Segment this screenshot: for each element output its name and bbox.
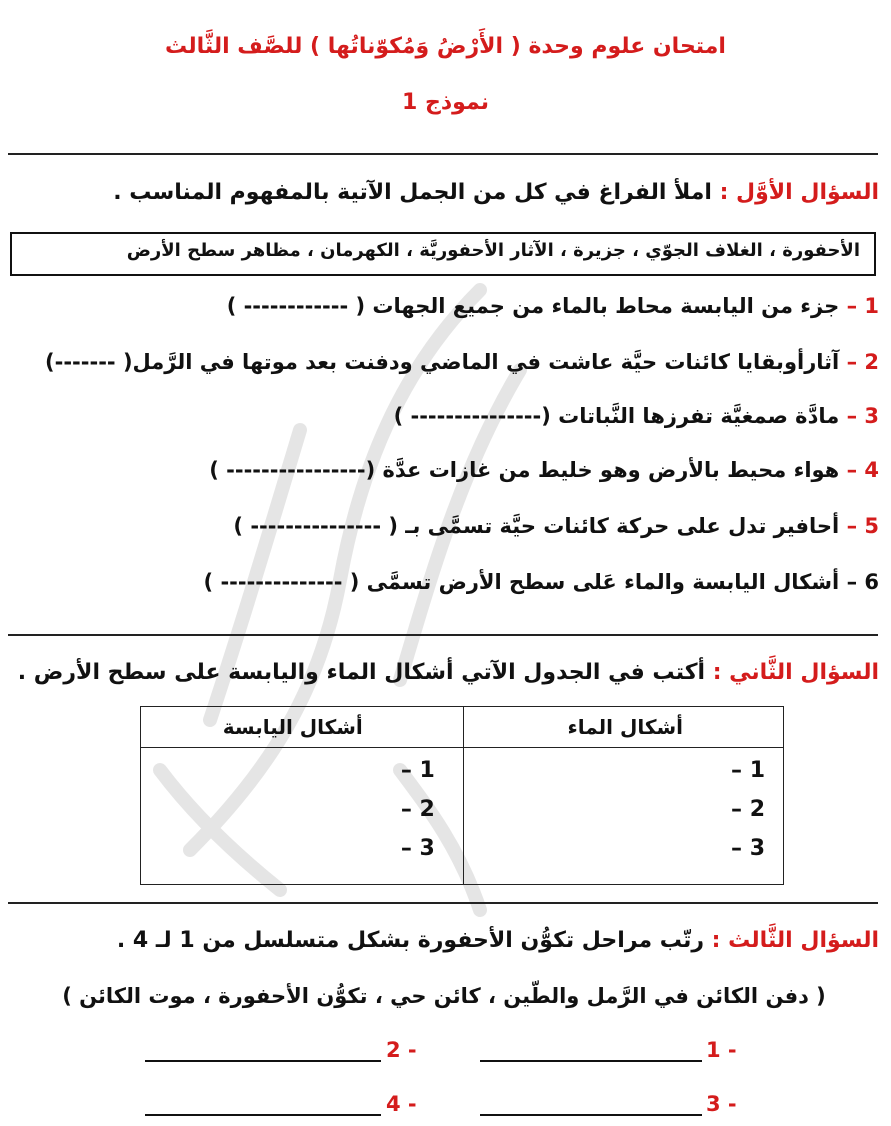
q1-item — [9, 458, 879, 482]
divider — [8, 634, 878, 636]
q3-options: ( دفن الكائن في الرَّمل والطّين ، كائن حي ، تكوُّن الأحفورة ، موت الكائن ) — [62, 984, 826, 1008]
item-text: أشكال اليابسة والماء عَلى سطح الأرض تسمَّى ( -------------- ) — [203, 570, 840, 594]
q2-heading — [9, 660, 879, 685]
q2-instruction: أكتب في الجدول الآتي أشكال الماء واليابسة على سطح الأرض . — [17, 660, 706, 685]
col-land-header: أشكال اليابسة — [141, 707, 464, 748]
slot-label: 2 - — [386, 1038, 417, 1062]
q3-instruction: رتّب مراحل تكوُّن الأحفورة بشكل متسلسل من 1 لـ 4 . — [116, 928, 704, 953]
answer-line[interactable] — [480, 1060, 702, 1062]
answer-line[interactable] — [145, 1060, 381, 1062]
item-number: 6 – — [846, 570, 879, 594]
exam-model: نموذج 1 — [402, 90, 489, 115]
row-number: 2 – — [731, 797, 765, 822]
slot-label: 1 - — [706, 1038, 737, 1062]
word-bank-box — [10, 232, 876, 276]
item-text: أحافير تدل على حركة كائنات حيَّة تسمَّى بـ ( --------------- ) — [233, 514, 840, 538]
water-cell[interactable] — [463, 748, 783, 885]
answer-line[interactable] — [145, 1114, 381, 1116]
row-number: 1 – — [400, 758, 435, 783]
item-number: 4 – — [846, 458, 879, 482]
q1-item — [9, 294, 879, 318]
col-water-header: أشكال الماء — [463, 707, 783, 748]
item-text: آثارأوبقايا كائنات حيَّة عاشت في الماضي ودفنت بعد موتها في الرَّمل( -------) — [45, 350, 840, 374]
item-text: جزء من اليابسة محاط بالماء من جميع الجهات ( ------------ ) — [226, 294, 840, 318]
divider — [8, 902, 878, 904]
water-land-table — [140, 706, 784, 885]
q1-item — [9, 404, 879, 428]
land-cell[interactable] — [141, 748, 464, 885]
q1-item — [9, 514, 879, 538]
q3-heading — [9, 928, 879, 953]
item-text: هواء محيط بالأرض وهو خليط من غازات عدَّة (---------------- ) — [209, 458, 840, 482]
row-number: 2 – — [400, 797, 435, 822]
item-number: 2 – — [846, 350, 879, 374]
q3-label: السؤال الثَّالث : — [711, 928, 879, 953]
word-bank-text: الأحفورة ، الغلاف الجوّي ، جزيرة ، الآثار الأحفوريَّة ، الكهرمان ، مظاهر سطح الأرض — [126, 240, 860, 261]
item-number: 3 – — [846, 404, 879, 428]
item-text: مادَّة صمغيَّة تفرزها النَّباتات (--------------- ) — [393, 404, 840, 428]
answer-line[interactable] — [480, 1114, 702, 1116]
item-number: 5 – — [846, 514, 879, 538]
q1-instruction: املأ الفراغ في كل من الجمل الآتية بالمفهوم المناسب . — [113, 180, 712, 205]
q2-label: السؤال الثَّاني : — [712, 660, 879, 685]
item-number: 1 – — [846, 294, 879, 318]
row-number: 3 – — [731, 836, 765, 861]
exam-title: امتحان علوم وحدة ( الأَرْضُ وَمُكوّناتُها ) للصَّف الثَّالث — [165, 34, 726, 59]
row-number: 1 – — [731, 758, 765, 783]
q1-heading — [9, 180, 879, 205]
divider — [8, 153, 878, 155]
q1-item — [9, 570, 879, 594]
q1-item — [9, 350, 879, 374]
slot-label: 4 - — [386, 1092, 417, 1116]
q1-label: السؤال الأوَّل : — [719, 180, 879, 205]
slot-label: 3 - — [706, 1092, 737, 1116]
row-number: 3 – — [400, 836, 435, 861]
